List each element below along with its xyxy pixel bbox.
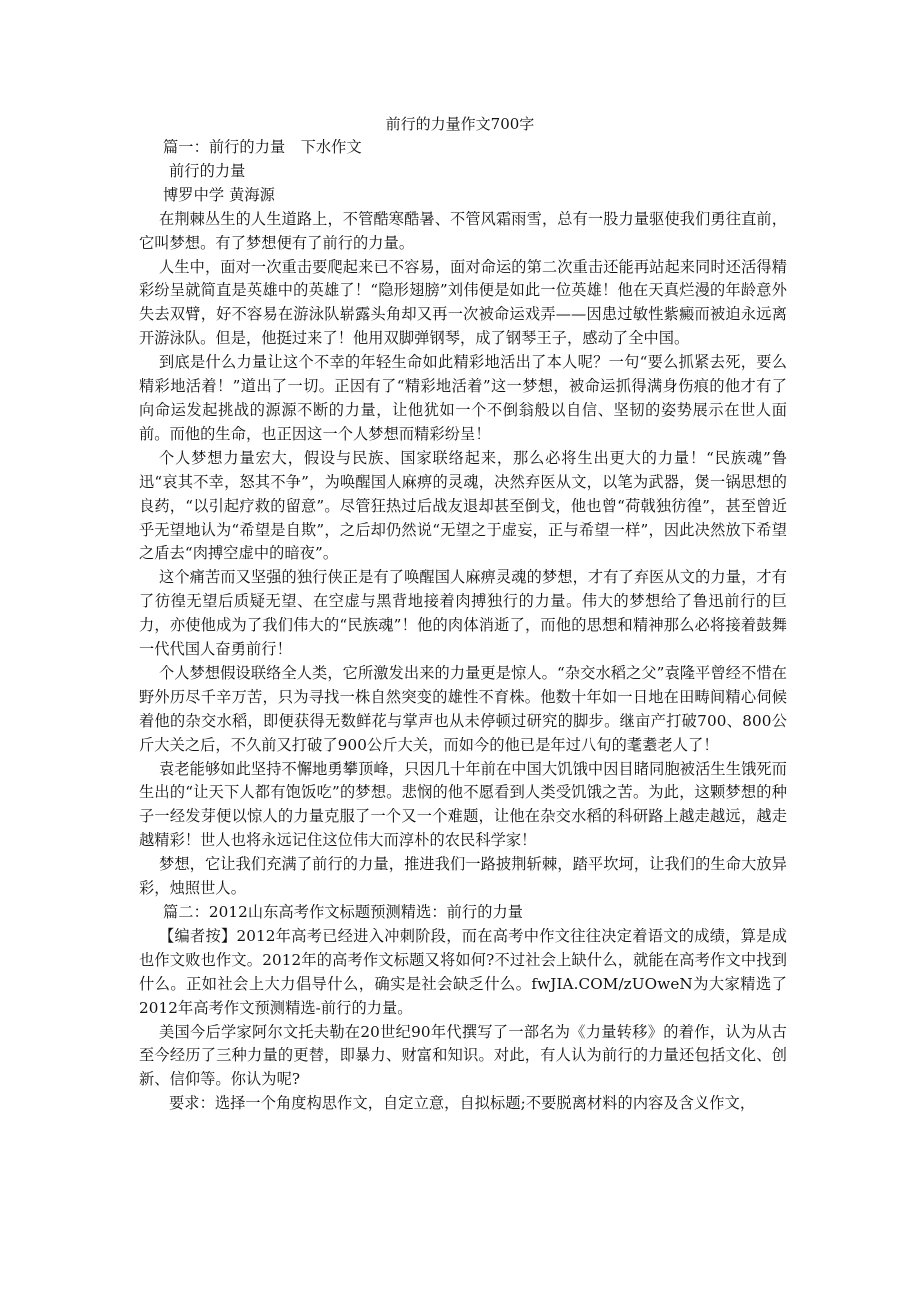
paragraph: 到底是什么力量让这个不幸的年轻生命如此精彩地活出了本人呢？一句“要么抓紧去死，要么精彩地活着！”道出了一切。正因有了“精彩地活着”这一梦想，被命运抓得满身伤痕的他才有了向命运发起挑战的源源不断的力量，让他犹如一个不倒翁般以自信、坚韧的姿势展示在世人面前。而他的生命，也正因这一个人梦想而精彩纷呈！ [139, 353, 787, 443]
paragraph: 在荆棘丛生的人生道路上，不管酷寒酷暑、不管风霜雨雪，总有一股力量驱使我们勇往直前，它叫梦想。有了梦想便有了前行的力量。 [139, 209, 787, 252]
paragraph: 篇二：2012山东高考作文标题预测精选：前行的力量 [163, 903, 524, 921]
paragraph: 人生中，面对一次重击要爬起来已不容易，面对命运的第二次重击还能再站起来同时还活得精彩纷呈就简直是英雄中的英雄了！“隐形翅膀”刘伟便是如此一位英雄！他在天真烂漫的年龄意外失去双臂，好不容易在游泳队崭露头角却又再一次被命运戏弄——因患过敏性紫癜而被迫永远离开游泳队。但是，他挺过来了！他用双脚弹钢琴，成了钢琴王子，感动了全中国。 [139, 257, 787, 348]
document-body [139, 136, 787, 1116]
paragraph: 博罗中学 黄海源 [163, 185, 275, 204]
paragraph: 前行的力量 [169, 161, 246, 180]
paragraph: 个人梦想假设联络全人类，它所激发出来的力量更是惊人。“杂交水稻之父”袁隆平曾经不惜在野外历尽千辛万苦，只为寻找一株自然突变的雄性不育株。他数十年如一日地在田畴间精心伺候着他的杂交水稻，即便获得无数鲜花与掌声也从未停顿过研究的脚步。继亩产打破700、800公斤大关之后，不久前又打破了900公斤大关，而如今的他已是年过八旬的耄耋老人了！ [139, 663, 787, 754]
paragraph: 【编者按】2012年高考已经进入冲刺阶段，而在高考中作文往往决定着语文的成绩，算是成也作文败也作文。2012年的高考作文标题又将如何?不过社会上缺什么，就能在高考作文中找到什么。正如社会上大力倡导什么，确实是社会缺乏什么。fwJIA.COM/zUOweN为大家精选了2012年高考作文预测精选-前行的力量。 [139, 926, 787, 1017]
paragraph: 这个痛苦而又坚强的独行侠正是有了唤醒国人麻痹灵魂的梦想，才有了弃医从文的力量，才有了彷徨无望后质疑无望、在空虚与黑背地接着肉搏独行的力量。伟大的梦想给了鲁迅前行的巨力，亦使他成为了我们伟大的“民族魂”！他的肉体消逝了，而他的思想和精神那么必将接着鼓舞一代代国人奋勇前行！ [139, 568, 787, 659]
paragraph: 个人梦想力量宏大，假设与民族、国家联络起来，那么必将生出更大的力量！“民族魂”鲁迅“哀其不幸，怒其不争”，为唤醒国人麻痹的灵魂，决然弃医从文，以笔为武器，煲一锅思想的良药，“以引起疗救的留意”。尽管狂热过后战友退却甚至倒戈，他也曾“荷戟独彷徨”，甚至曾近乎无望地认为“希望是自欺”，之后却仍然说“无望之于虚妄，正与希望一样”，因此决然放下希望之盾去“肉搏空虚中的暗夜”。 [139, 448, 787, 563]
paragraph: 袁老能够如此坚持不懈地勇攀顶峰，只因几十年前在中国大饥饿中因目睹同胞被活生生饿死而生出的“让天下人都有饱饭吃”的梦想。悲悯的他不愿看到人类受饥饿之苦。为此，这颗梦想的种子一经发芽便以惊人的力量克服了一个又一个难题，让他在杂交水稻的科研路上越走越远，越走越精彩！世人也将永远记住这位伟大而淳朴的农民科学家！ [139, 759, 787, 850]
paragraph: 梦想，它让我们充满了前行的力量，推进我们一路披荆斩棘，踏平坎坷，让我们的生命大放异彩，烛照世人。 [139, 855, 787, 898]
paragraph: 篇一：前行的力量 下水作文 [163, 138, 362, 156]
paragraph: 美国今后学家阿尔文托夫勒在20世纪90年代撰写了一部名为《力量转移》的着作，认为从古至今经历了三种力量的更替，即暴力、财富和知识。对此，有人认为前行的力量还包括文化、创新、信仰等。你认为呢? [139, 1022, 787, 1089]
paragraph: 要求：选择一个角度构思作文，自定立意，自拟标题;不要脱离材料的内容及含义作文， [169, 1094, 756, 1113]
document-title: 前行的力量作文700字 [385, 115, 535, 133]
